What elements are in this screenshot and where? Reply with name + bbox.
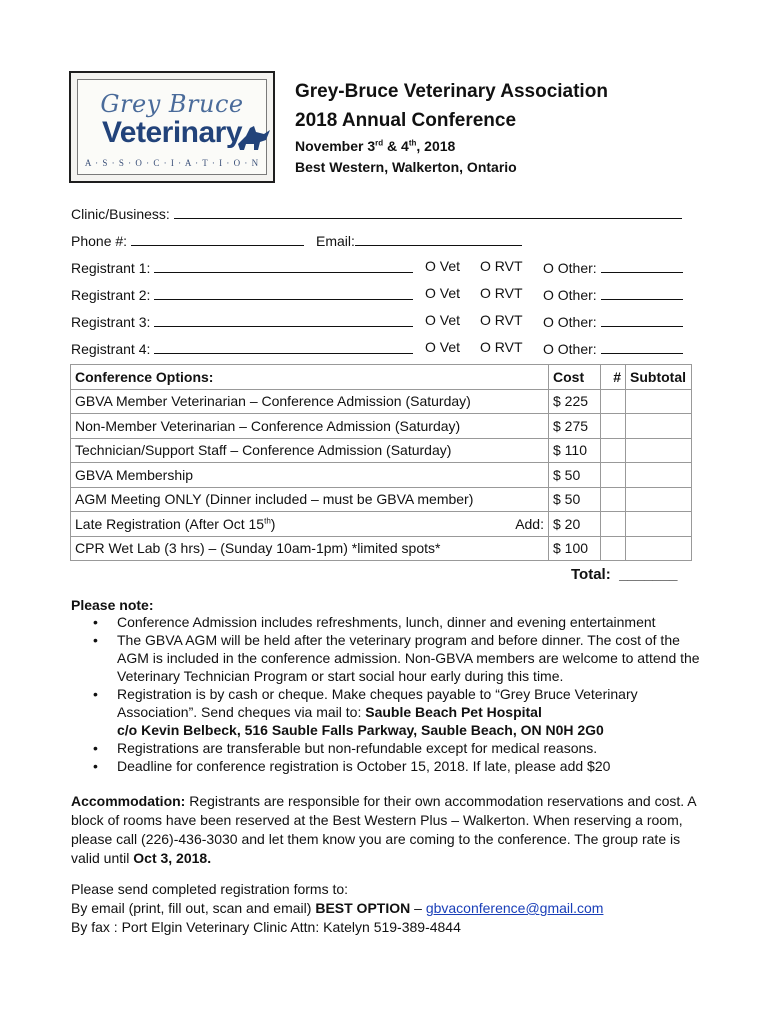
quantity-cell[interactable] — [601, 438, 626, 463]
registrant-row: Registrant 1: — [71, 258, 413, 277]
event-date: November 3rd & 4th, 2018 — [295, 138, 456, 154]
subtotal-cell[interactable] — [626, 536, 692, 561]
phone-label: Phone #: — [71, 233, 128, 249]
list-item: • Registration is by cash or cheque. Make cheques payable to “Grey Bruce Veterinary Association”. Send cheques via mail to: Sauble Beach Pet Hospital c/o Kevin Belbeck, 516 Sauble Falls Parkway, Sauble Beach, ON N0H 2G0 — [93, 686, 638, 738]
registrant-name-line[interactable] — [154, 339, 413, 354]
cost-header: Cost — [549, 365, 601, 390]
send-intro: Please send completed registration forms to: — [71, 881, 349, 897]
subtotal-cell[interactable] — [626, 463, 692, 488]
clinic-label: Clinic/Business: — [71, 206, 170, 222]
logo-text-association: A · S · S · O · C · I · A · T · I · O · N — [84, 158, 260, 168]
registrant-name-line[interactable] — [154, 258, 413, 273]
registrant-row: Registrant 3: — [71, 312, 413, 331]
email-link[interactable]: gbvaconference@gmail.com — [425, 900, 604, 916]
count-header: # — [601, 365, 626, 390]
list-item: • Conference Admission includes refreshments, lunch, dinner and evening entertainment — [93, 614, 656, 630]
accommodation-paragraph: Accommodation: Registrants are responsible for their own accommodation reservations and cost. A block of rooms have been reserved at the Best Western Plus – Walkerton. When reserving a room, please call (226)-436-3030 and let them know you are coming to the conference. The group rate is valid until Oct 3, 2018. — [71, 793, 696, 866]
event-details — [295, 136, 517, 178]
table-row — [71, 536, 692, 561]
table-header-row — [71, 365, 692, 390]
total-blank[interactable]: _______ — [619, 566, 678, 583]
logo-text-veterinary: Veterinary — [101, 116, 243, 149]
option-label: Technician/Support Staff – Conference Admission (Saturday) — [71, 438, 549, 463]
rvt-option[interactable]: O RVT — [480, 258, 523, 274]
subtotal-cell[interactable] — [626, 414, 692, 439]
option-label: GBVA Member Veterinarian – Conference Admission (Saturday) — [71, 389, 549, 414]
list-item: • The GBVA AGM will be held after the veterinary program and before dinner. The cost of the AGM is included in the conference admission. Non-GBVA members are welcome to attend the Veterinary Technician Program or start social hour early during this time. — [93, 632, 700, 684]
subtotal-header: Subtotal — [626, 365, 692, 390]
subtotal-cell[interactable] — [626, 389, 692, 414]
quantity-cell[interactable] — [601, 389, 626, 414]
rvt-option[interactable]: O RVT — [480, 339, 523, 355]
association-logo — [69, 71, 275, 183]
email-input-line[interactable] — [355, 231, 522, 246]
rvt-option[interactable]: O RVT — [480, 285, 523, 301]
option-label: Non-Member Veterinarian – Conference Admission (Saturday) — [71, 414, 549, 439]
table-row — [71, 389, 692, 414]
send-email-line: By email (print, fill out, scan and email) BEST OPTION – gbvaconference@gmail.com — [71, 900, 604, 916]
quantity-cell[interactable] — [601, 463, 626, 488]
logo-text-grey-bruce: Grey Bruce — [100, 90, 244, 118]
subtotal-cell[interactable] — [626, 487, 692, 512]
vet-option[interactable]: O Vet — [425, 339, 461, 355]
total-row — [571, 566, 677, 583]
subtotal-cell[interactable] — [626, 438, 692, 463]
option-label: GBVA Membership — [71, 463, 549, 488]
title-conference: 2018 Annual Conference — [295, 110, 517, 131]
list-item: • Registrations are transferable but non-refundable except for medical reasons. — [93, 740, 598, 756]
email-row — [316, 231, 522, 250]
table-row — [71, 512, 692, 537]
option-cost: $ 50 — [549, 463, 601, 488]
table-row — [71, 463, 692, 488]
option-cost: $ 110 — [549, 438, 601, 463]
option-label: Late Registration (After Oct 15th) Add: — [71, 512, 549, 537]
submission-instructions — [71, 880, 711, 937]
page-title — [295, 77, 608, 135]
options-header: Conference Options: — [71, 365, 549, 390]
total-label: Total: — [571, 566, 611, 583]
registrant-name-line[interactable] — [154, 312, 413, 327]
rvt-option[interactable]: O RVT — [480, 312, 523, 328]
option-cost: $ 100 — [549, 536, 601, 561]
registrant-row: Registrant 4: — [71, 339, 413, 358]
send-fax-line: By fax : Port Elgin Veterinary Clinic Attn: Katelyn 519-389-4844 — [71, 919, 461, 935]
option-cost: $ 225 — [549, 389, 601, 414]
quantity-cell[interactable] — [601, 414, 626, 439]
dog-silhouette-icon — [236, 122, 272, 152]
event-location: Best Western, Walkerton, Ontario — [295, 159, 517, 175]
other-option[interactable]: O Other: — [543, 285, 683, 303]
phone-input-line[interactable] — [131, 231, 304, 246]
subtotal-cell[interactable] — [626, 512, 692, 537]
notes-heading: Please note: — [71, 597, 154, 613]
clinic-row — [71, 204, 682, 223]
registrant-row: Registrant 2: — [71, 285, 413, 304]
table-row — [71, 438, 692, 463]
registrant-name-line[interactable] — [154, 285, 413, 300]
list-item: • Deadline for conference registration is October 15, 2018. If late, please add $20 — [93, 758, 611, 774]
notes-list — [93, 613, 713, 775]
quantity-cell[interactable] — [601, 536, 626, 561]
quantity-cell[interactable] — [601, 512, 626, 537]
vet-option[interactable]: O Vet — [425, 258, 461, 274]
option-cost: $ 275 — [549, 414, 601, 439]
table-row — [71, 414, 692, 439]
option-label: AGM Meeting ONLY (Dinner included – must be GBVA member) — [71, 487, 549, 512]
table-row — [71, 487, 692, 512]
clinic-input-line[interactable] — [174, 204, 682, 219]
vet-option[interactable]: O Vet — [425, 285, 461, 301]
email-label: Email: — [316, 233, 355, 249]
option-cost: $ 50 — [549, 487, 601, 512]
title-association: Grey-Bruce Veterinary Association — [295, 81, 608, 102]
option-cost: $ 20 — [549, 512, 601, 537]
phone-row — [71, 231, 304, 250]
quantity-cell[interactable] — [601, 487, 626, 512]
other-option[interactable]: O Other: — [543, 339, 683, 357]
option-label: CPR Wet Lab (3 hrs) – (Sunday 10am-1pm) *limited spots* — [71, 536, 549, 561]
late-add-label: Add: — [515, 515, 544, 532]
other-option[interactable]: O Other: — [543, 312, 683, 330]
vet-option[interactable]: O Vet — [425, 312, 461, 328]
conference-options-table — [70, 364, 692, 561]
other-option[interactable]: O Other: — [543, 258, 683, 276]
